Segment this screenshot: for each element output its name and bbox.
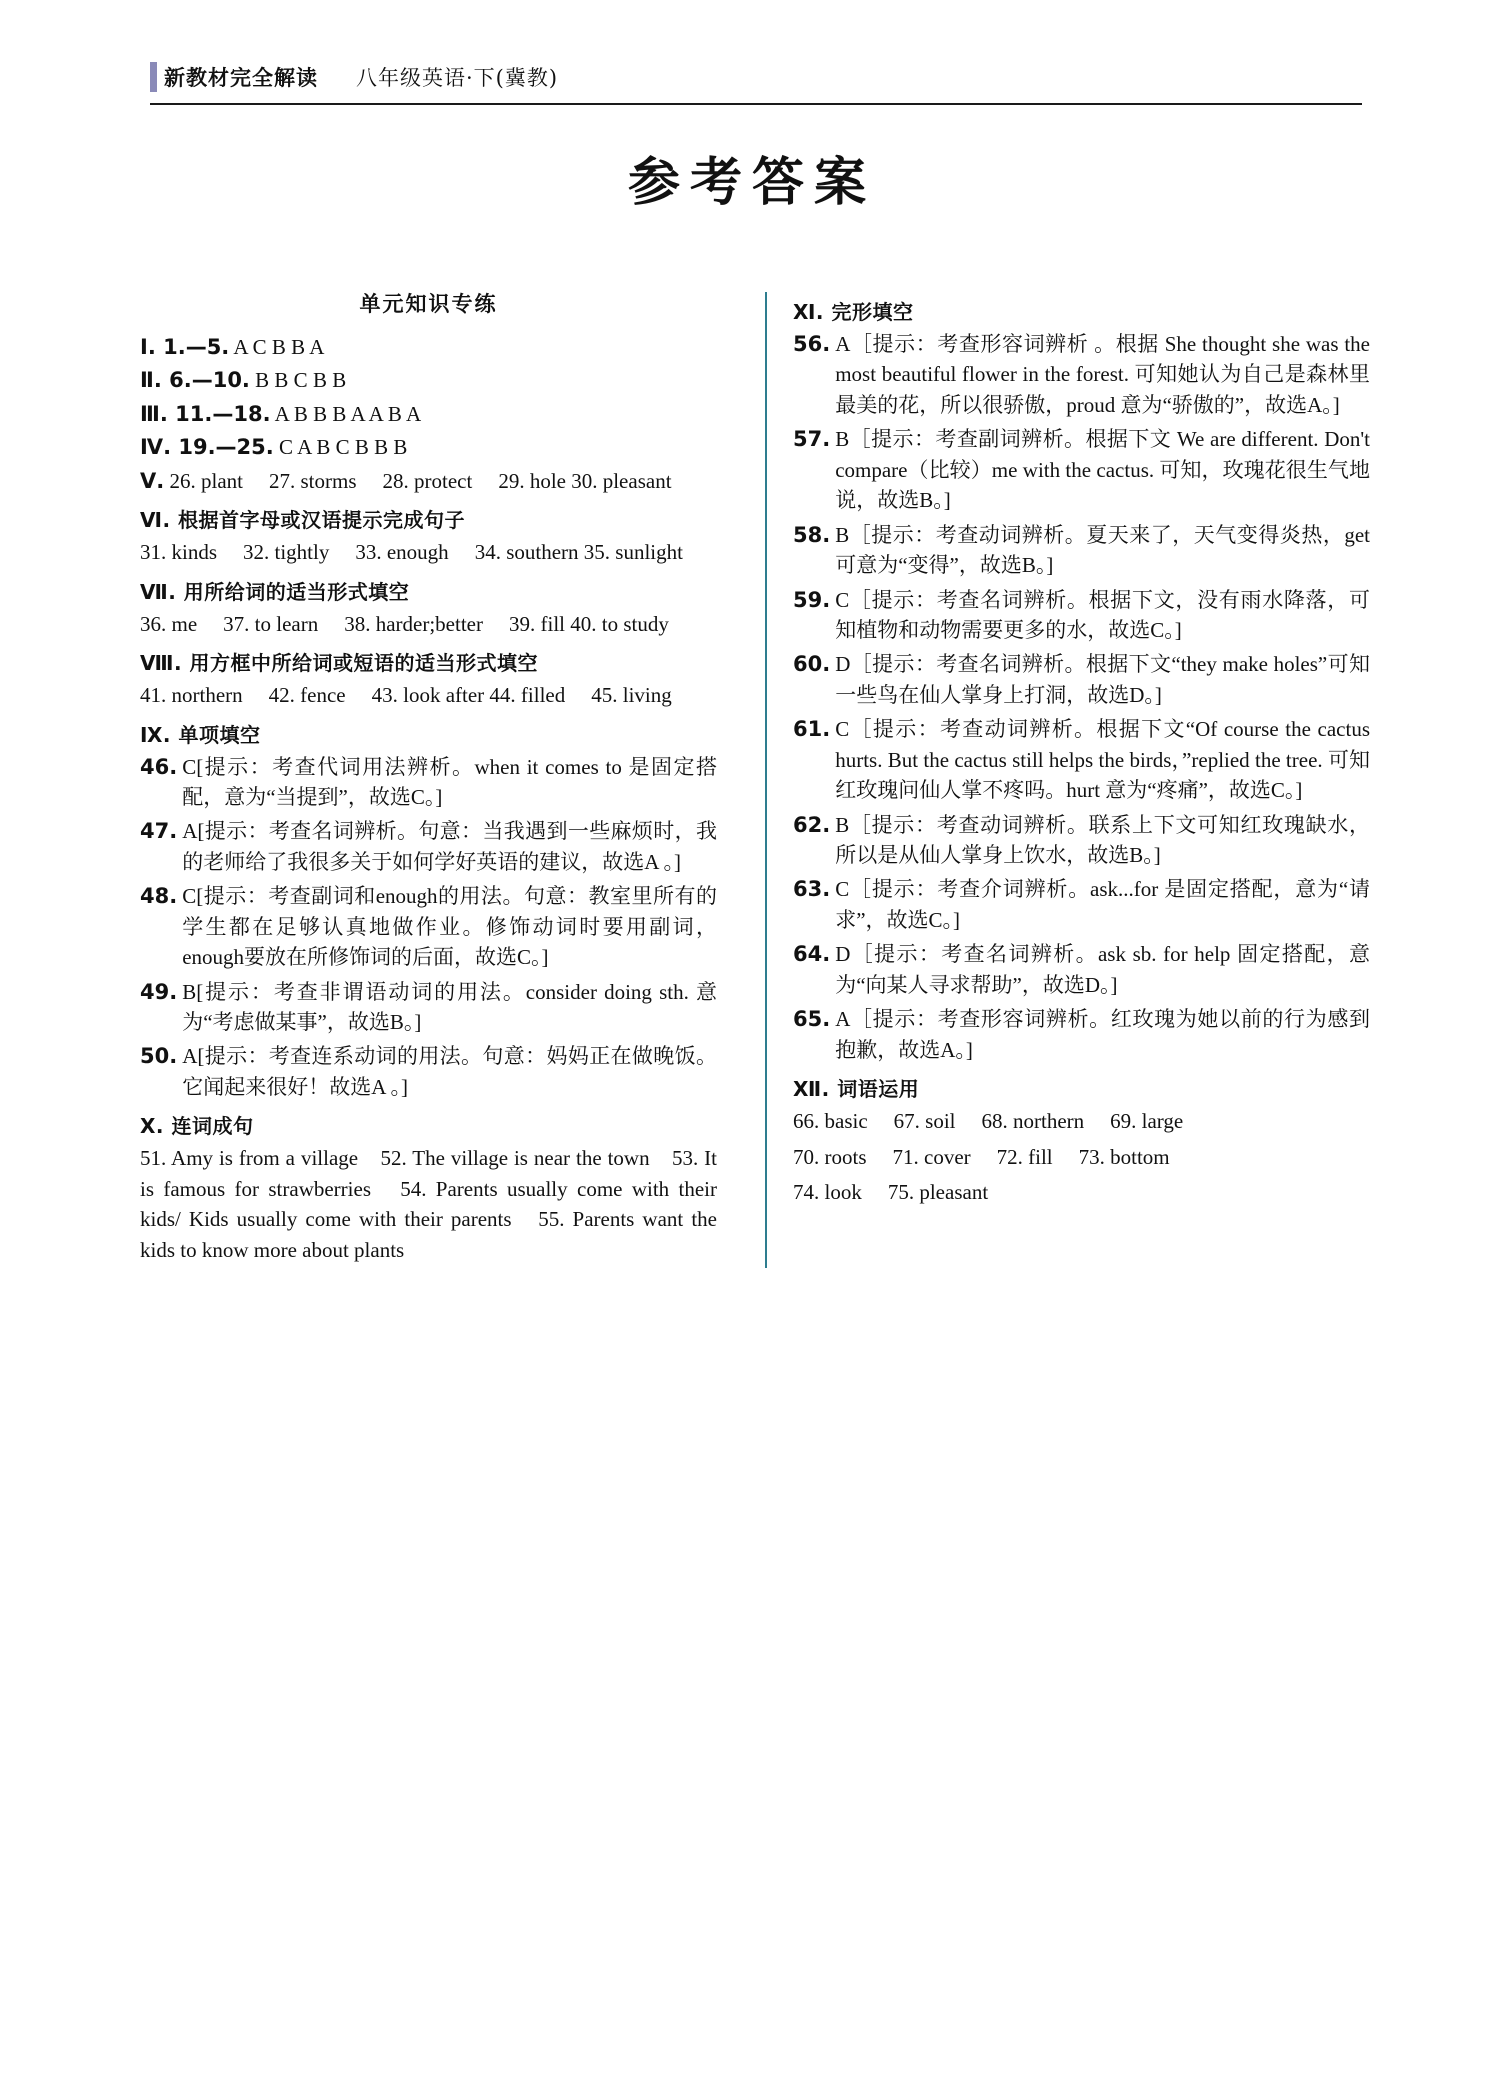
word-answer: 72. fill <box>996 1144 1053 1169</box>
answer-group-viii <box>140 680 717 710</box>
answer-number: 64. <box>793 942 831 967</box>
word-answer: 67. soil <box>893 1109 956 1134</box>
answer-number: 56. <box>793 332 831 356</box>
explained-answer <box>793 939 1370 1000</box>
word-answer: 36. me <box>140 611 198 636</box>
word-answer: 27. storms <box>268 468 357 493</box>
word-answer: 26. plant <box>169 468 243 493</box>
explained-answer <box>793 1004 1370 1065</box>
answer-number: 63. <box>793 877 831 902</box>
answer-group-vii <box>140 609 717 639</box>
answer-explanation: B［提示：考查副词辨析。根据下文 We are different. Don't compare（比较）me with the cactus. 可知，玫瑰花很生气地说，故选B。] <box>835 427 1370 513</box>
group-label-xi: Ⅺ. 完形填空 <box>793 300 914 324</box>
explained-answer <box>140 752 717 813</box>
left-column <box>140 288 743 1268</box>
answer-line-num: Ⅳ. 19.—25. <box>140 435 274 460</box>
series-badge-label: 新教材完全解读 <box>164 66 318 90</box>
answer-line <box>140 432 717 462</box>
answer-number: 61. <box>793 717 831 742</box>
explained-answer <box>793 520 1370 581</box>
word-answer: 74. look <box>793 1180 862 1205</box>
answer-number: 60. <box>793 652 831 677</box>
answer-line-text: A C B B A <box>233 335 325 359</box>
word-answer-row <box>793 1142 1370 1174</box>
answer-explanation: C[提示：考查副词和enough的用法。句意：教室里所有的学生都在足够认真地做作业。修饰动词时要用副词，enough要放在所修饰词的后面，故选C。] <box>182 884 717 970</box>
word-answer: 44. filled <box>489 683 566 708</box>
answer-number: 65. <box>793 1007 831 1032</box>
answer-number: 50. <box>140 1044 178 1069</box>
answer-explanation: A[提示：考查名词辨析。句意：当我遇到一些麻烦时，我的老师给了我很多关于如何学好英语的建议，故选A 。] <box>182 819 717 874</box>
explained-answer <box>140 1041 717 1102</box>
word-answer: 68. northern <box>981 1109 1085 1134</box>
word-answer: 70. roots <box>793 1144 867 1169</box>
group-label-ix: Ⅸ. 单项填空 <box>140 722 261 747</box>
answer-number: 58. <box>793 522 831 547</box>
answer-explanation: A［提示：考查形容词辨析。红玫瑰为她以前的行为感到抱歉，故选A。] <box>835 1007 1370 1062</box>
badge-bar <box>150 62 157 92</box>
page-header <box>150 62 1360 92</box>
explained-answer <box>793 585 1370 646</box>
answer-line-text: B B C B B <box>255 368 347 393</box>
answer-number: 59. <box>793 587 831 612</box>
answer-explanation: B[提示：考查非谓语动词的用法。consider doing sth. 意为“考虑做某事”，故选B。] <box>182 979 717 1034</box>
answer-explanation: A［提示：考查形容词辨析 。根据 She thought she was the most beautiful flower in the forest. 可知她认为自己是森林里最美的花，所以很骄傲，proud 意为“骄傲的”，故选A。] <box>835 332 1370 417</box>
word-answer: 32. tightly <box>243 540 330 565</box>
word-answer: 45. living <box>591 683 672 708</box>
header-divider <box>150 103 1362 105</box>
book-title: 八年级英语·下(冀教) <box>356 66 559 90</box>
word-answer: 29. hole <box>498 468 566 493</box>
explained-answer <box>140 881 717 972</box>
word-answer: 71. cover <box>892 1144 971 1169</box>
page-title: 参考答案 <box>627 153 876 213</box>
explained-answer <box>793 714 1370 805</box>
word-answer: 38. harder;better <box>344 611 483 636</box>
word-answer: 73. bottom <box>1078 1144 1170 1169</box>
group-label-vii: Ⅶ. 用所给词的适当形式填空 <box>140 579 410 604</box>
word-answer: 30. pleasant <box>571 468 672 493</box>
group-label-x: Ⅹ. 连词成句 <box>140 1114 254 1139</box>
word-answer: 37. to learn <box>223 611 319 636</box>
answer-line <box>140 365 717 395</box>
right-column <box>789 288 1370 1268</box>
word-answer: 66. basic <box>793 1109 868 1134</box>
explained-answer <box>793 810 1370 871</box>
answer-line <box>140 399 717 429</box>
word-answer-row <box>793 1106 1370 1138</box>
answer-line-num: Ⅰ. 1.—5. <box>140 335 230 359</box>
answer-line-text: C A B C B B B <box>279 435 408 460</box>
word-answer: 39. fill <box>509 611 565 636</box>
content-columns <box>140 288 1370 1268</box>
group-label: Ⅴ. <box>140 468 165 493</box>
answer-number: 47. <box>140 819 178 844</box>
group-label-xii: Ⅻ. 词语运用 <box>793 1077 920 1102</box>
word-answer: 33. enough <box>355 540 449 565</box>
explained-answer <box>140 977 717 1038</box>
explained-answer <box>140 816 717 877</box>
answer-line-num: Ⅲ. 11.—18. <box>140 401 271 426</box>
word-answer: 42. fence <box>268 683 346 708</box>
answer-explanation: D［提示：考查名词辨析。根据下文“they make holes”可知一些鸟在仙人掌身上打洞，故选D。] <box>835 652 1370 707</box>
answer-number: 46. <box>140 754 178 779</box>
answer-explanation: A[提示：考查连系动词的用法。句意：妈妈正在做晚饭。它闻起来很好！故选A 。] <box>182 1044 717 1099</box>
word-answer: 35. sunlight <box>583 540 683 565</box>
group-label-vi: Ⅵ. 根据首字母或汉语提示完成句子 <box>140 508 466 533</box>
word-answer: 31. kinds <box>140 540 218 565</box>
word-answer: 41. northern <box>140 683 243 708</box>
answer-line-num: Ⅱ. 6.—10. <box>140 368 250 393</box>
word-answer: 34. southern <box>474 540 579 565</box>
answer-number: 49. <box>140 979 178 1004</box>
group-label-viii: Ⅷ. 用方框中所给词或短语的适当形式填空 <box>140 651 539 676</box>
answer-explanation: D［提示：考查名词辨析。ask sb. for help 固定搭配，意为“向某人寻求帮助”，故选D。] <box>835 942 1370 997</box>
explained-answer <box>793 649 1370 710</box>
series-badge <box>150 62 318 92</box>
word-answer: 43. look after <box>371 683 485 708</box>
answer-group-vi <box>140 537 717 567</box>
answer-explanation: C［提示：考查介词辨析。ask...for 是固定搭配，意为“请求”，故选C。] <box>835 877 1370 932</box>
answer-number: 57. <box>793 427 831 452</box>
sentence-answers: 51. Amy is from a village 52. The village is near the town 53. It is famous for strawberries 54. Parents usually come with their kids/ Kids usually come with their parents 55. Parents want the kids to know more about plants <box>140 1146 717 1262</box>
word-answer: 28. protect <box>382 468 473 493</box>
word-answer-row <box>793 1177 1370 1209</box>
left-section-title: 单元知识专练 <box>359 292 498 316</box>
explained-answer <box>793 329 1370 420</box>
word-answer: 40. to study <box>570 611 669 636</box>
explained-answer <box>793 874 1370 935</box>
column-divider <box>765 292 767 1268</box>
answer-explanation: B［提示：考查动词辨析。夏天来了，天气变得炎热，get 可意为“变得”，故选B。] <box>835 522 1370 578</box>
answer-group-v <box>140 466 717 496</box>
answer-number: 48. <box>140 884 178 909</box>
answer-number: 62. <box>793 812 831 837</box>
answer-line <box>140 332 717 362</box>
word-answer: 75. pleasant <box>887 1180 989 1205</box>
word-answer: 69. large <box>1110 1109 1184 1134</box>
answer-line-text: A B B B A A B A <box>274 401 422 426</box>
answer-explanation: B［提示：考查动词辨析。联系上下文可知红玫瑰缺水，所以是从仙人掌身上饮水，故选B。] <box>835 812 1370 867</box>
answer-explanation: C［提示：考查动词辨析。根据下文“Of course the cactus hurts. But the cactus still helps the birds，”replied the tree. 可知红玫瑰问仙人掌不疼吗。hurt 意为“疼痛”，故选C。] <box>835 717 1370 803</box>
explained-answer <box>793 424 1370 515</box>
answer-explanation: C［提示：考查名词辨析。根据下文，没有雨水降落，可知植物和动物需要更多的水，故选C。] <box>835 587 1370 642</box>
answer-explanation: C[提示：考查代词用法辨析。when it comes to 是固定搭配，意为“当提到”，故选C。] <box>182 754 717 809</box>
